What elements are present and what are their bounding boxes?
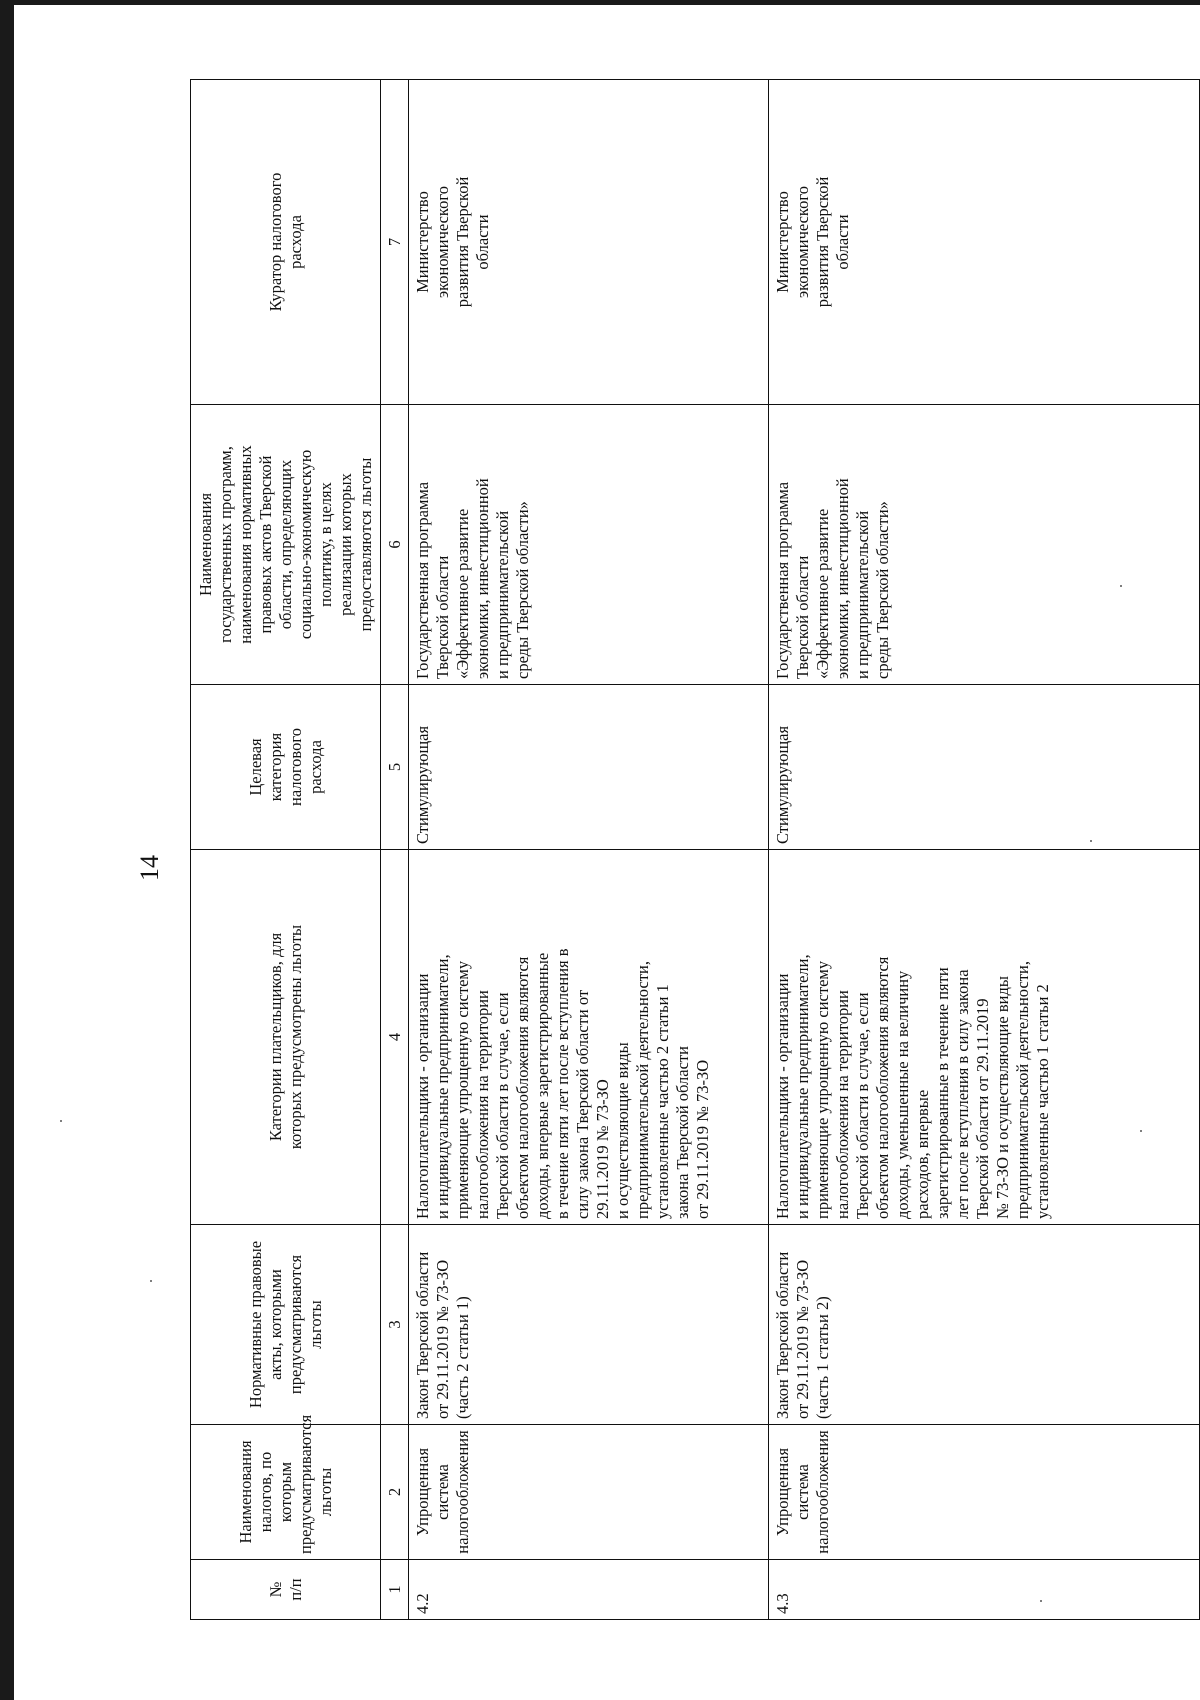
rotated-table-container — [190, 80, 1200, 1620]
header-curator: Куратор налогового расхода — [191, 80, 381, 405]
payer-categories: Налогоплательщики - организации и индивидуальные предприниматели, применяющие упрощенную систему налогообложения на территории Тверской области в случае, если объектом налогообложения являются доходы, уменьшенные на величину расходов, впервые зарегистрированные в течение пяти лет после вступления в силу закона Тверской области от 29.11.2019 № 73-ЗО и осуществляющие виды предпринимательской деятельности, установленные частью 1 статьи 2 — [769, 850, 1200, 1225]
column-number: 2 — [381, 1425, 409, 1560]
column-number: 6 — [381, 405, 409, 685]
header-payer-categories: Категории плательщиков, для которых предусмотрены льготы — [191, 850, 381, 1225]
column-number: 5 — [381, 685, 409, 850]
page-number: 14 — [135, 855, 164, 881]
row-number: 4.2 — [409, 1560, 769, 1620]
table-header-row — [191, 80, 381, 1620]
state-program: Государственная программа Тверской области «Эффективное развитие экономики, инвестиционной и предпринимательской среды Тверской области» — [409, 405, 769, 685]
target-category: Стимулирующая — [409, 685, 769, 850]
column-number: 4 — [381, 850, 409, 1225]
scan-edge-left — [0, 0, 14, 1700]
legal-act: Закон Тверской области от 29.11.2019 № 73-ЗО (часть 2 статьи 1) — [409, 1225, 769, 1425]
column-number: 7 — [381, 80, 409, 405]
scan-speck — [60, 1120, 62, 1122]
column-number: 1 — [381, 1560, 409, 1620]
target-category: Стимулирующая — [769, 685, 1200, 850]
legal-act: Закон Тверской области от 29.11.2019 № 73-ЗО (часть 1 статьи 2) — [769, 1225, 1200, 1425]
row-number: 4.3 — [769, 1560, 1200, 1620]
column-number-row — [381, 80, 409, 1620]
curator: Министерство экономического развития Тверской области — [769, 80, 1200, 405]
payer-categories: Налогоплательщики - организации и индивидуальные предприниматели, применяющие упрощенную систему налогообложения на территории Тверской области в случае, если объектом налогообложения являются доходы, впервые зарегистрированные в течение пяти лет после вступления в силу закона Тверской области от 29.11.2019 № 73-ЗО и осуществляющие виды предпринимательской деятельности, установленные частью 2 статьи 1 закона Тверской области от 29.11.2019 № 73-ЗО — [409, 850, 769, 1225]
table-row — [769, 80, 1200, 1620]
tax-name: Упрощенная система налогообложения — [409, 1425, 769, 1560]
header-target-category: Целевая категория налогового расхода — [191, 685, 381, 850]
tax-benefits-table — [190, 79, 1200, 1620]
header-legal-act: Нормативные правовые акты, которыми предусматриваются льготы — [191, 1225, 381, 1425]
scan-edge-top — [0, 0, 1200, 5]
table-row — [409, 80, 769, 1620]
header-programs: Наименования государственных программ, наименования нормативных правовых актов Тверской области, определяющих социально-экономическую политику, в целях реализации которых предоставляются льготы — [191, 405, 381, 685]
column-number: 3 — [381, 1225, 409, 1425]
tax-name: Упрощенная система налогообложения — [769, 1425, 1200, 1560]
scan-speck — [150, 1280, 152, 1282]
header-tax-name: Наименования налогов, по которым предусматриваются льготы — [191, 1425, 381, 1560]
state-program: Государственная программа Тверской области «Эффективное развитие экономики, инвестиционной и предпринимательской среды Тверской области» — [769, 405, 1200, 685]
curator: Министерство экономического развития Тверской области — [409, 80, 769, 405]
header-number: № п/п — [191, 1560, 381, 1620]
